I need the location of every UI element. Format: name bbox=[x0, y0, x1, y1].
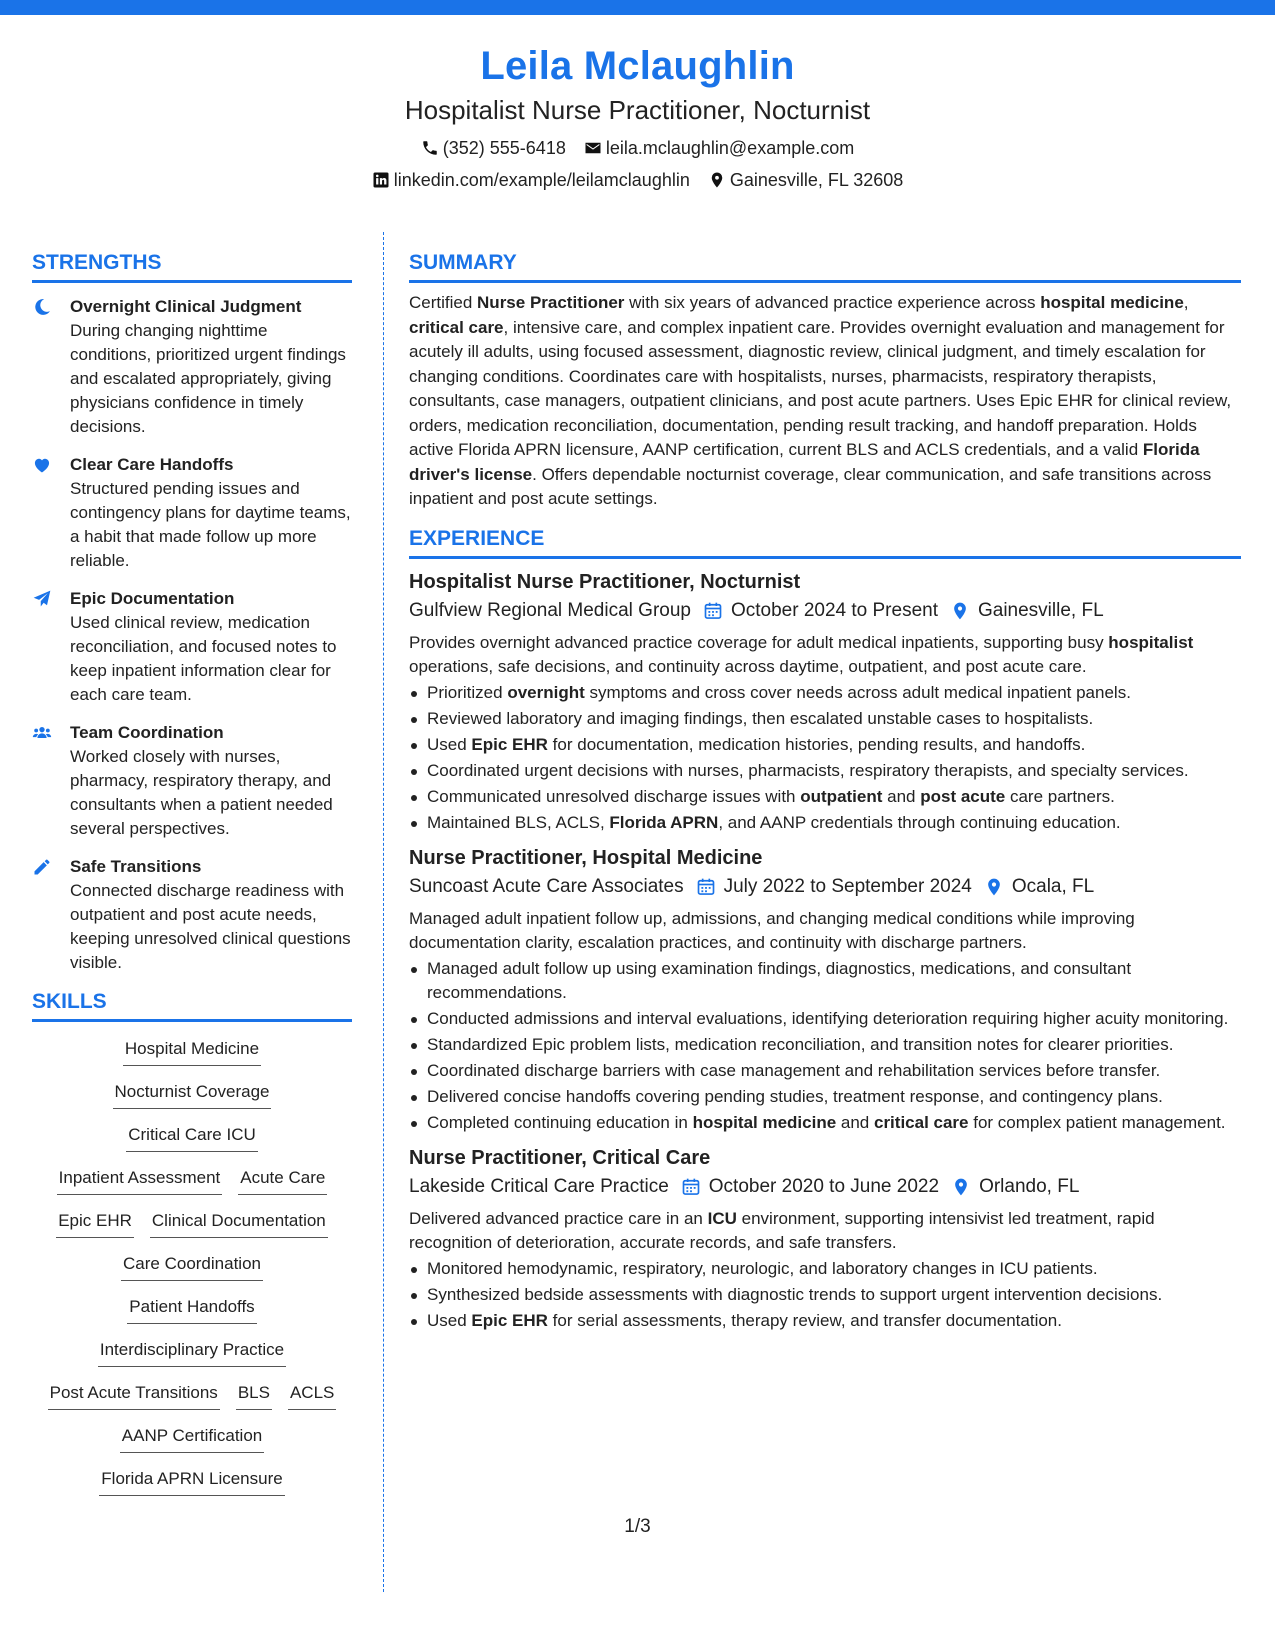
skill-row bbox=[32, 1124, 352, 1167]
skill-row bbox=[32, 1167, 352, 1210]
strength-title: Team Coordination bbox=[70, 723, 224, 742]
job-title: Nurse Practitioner, Critical Care bbox=[409, 1146, 711, 1169]
bold-text: post acute bbox=[920, 786, 1006, 806]
job-meta bbox=[409, 597, 1241, 625]
skill-tag: Inpatient Assessment bbox=[57, 1167, 223, 1195]
strength-desc: Worked closely with nurses, pharmacy, respiratory therapy, and consultants when a patient needed several perspectives. bbox=[70, 747, 333, 838]
contact-location bbox=[708, 168, 903, 192]
bullet-item: Used Epic EHR for documentation, medication histories, pending results, and handoffs. bbox=[409, 733, 1241, 757]
left-column bbox=[32, 250, 352, 1511]
skill-row bbox=[32, 1253, 352, 1296]
skill-row bbox=[32, 1468, 352, 1511]
bullet-item: Used Epic EHR for serial assessments, therapy review, and transfer documentation. bbox=[409, 1309, 1241, 1333]
bullet-item: Reviewed laboratory and imaging findings, then escalated unstable cases to hospitalists. bbox=[409, 707, 1241, 731]
skill-tag: BLS bbox=[236, 1382, 272, 1410]
column-divider bbox=[383, 232, 384, 1592]
bold-text: hospital medicine bbox=[1040, 293, 1184, 312]
bold-text: Epic EHR bbox=[471, 1310, 548, 1330]
pencil-icon bbox=[32, 857, 52, 877]
skill-tag: Care Coordination bbox=[121, 1253, 263, 1281]
strength-desc: Structured pending issues and contingency plans for daytime teams, a habit that made follow up more reliable. bbox=[70, 479, 351, 570]
map-pin-icon bbox=[984, 877, 1004, 897]
heart-icon bbox=[32, 455, 52, 475]
bullet-item: Managed adult follow up using examination findings, diagnostics, medications, and consultant recommendations. bbox=[409, 957, 1241, 1005]
skill-tag: Interdisciplinary Practice bbox=[98, 1339, 286, 1367]
job-dates: October 2020 to June 2022 bbox=[708, 1175, 940, 1197]
map-pin-icon bbox=[708, 171, 726, 189]
strengths-list bbox=[32, 295, 352, 975]
moon-icon bbox=[32, 297, 52, 317]
skill-tag: Critical Care ICU bbox=[126, 1124, 258, 1152]
strength-item bbox=[32, 453, 352, 573]
skill-tag: ACLS bbox=[288, 1382, 336, 1410]
bullet-item: Maintained BLS, ACLS, Florida APRN, and AANP credentials through continuing education. bbox=[409, 811, 1241, 835]
job-bullets bbox=[409, 957, 1241, 1135]
email-link[interactable]: leila.mclaughlin@example.com bbox=[605, 138, 855, 158]
skill-tag: Acute Care bbox=[238, 1167, 327, 1195]
right-column bbox=[409, 250, 1241, 1335]
experience-list bbox=[409, 569, 1241, 1333]
skill-tag: Florida APRN Licensure bbox=[99, 1468, 284, 1496]
job-dates: October 2024 to Present bbox=[730, 599, 938, 621]
bold-text: outpatient bbox=[800, 786, 883, 806]
job-description: Managed adult inpatient follow up, admissions, and changing medical conditions while improving documentation clarity, escalation practices, and continuity with discharge partners. bbox=[409, 908, 1135, 952]
skill-tag: AANP Certification bbox=[120, 1425, 264, 1453]
skill-row bbox=[32, 1339, 352, 1382]
job-dates: July 2022 to September 2024 bbox=[723, 875, 972, 897]
job-entry bbox=[409, 569, 1241, 835]
skills-heading: SKILLS bbox=[32, 989, 352, 1022]
strength-title: Epic Documentation bbox=[70, 589, 235, 608]
bold-text: Florida driver's license bbox=[409, 440, 1200, 484]
experience-heading: EXPERIENCE bbox=[409, 526, 1241, 559]
skill-row bbox=[32, 1210, 352, 1253]
bold-text: hospitalist bbox=[1108, 632, 1194, 652]
job-company: Suncoast Acute Care Associates bbox=[409, 875, 684, 897]
location-text: Gainesville, FL 32608 bbox=[729, 170, 904, 190]
bullet-item: Conducted admissions and interval evaluations, identifying deterioration requiring higher acuity monitoring. bbox=[409, 1007, 1241, 1031]
job-location: Orlando, FL bbox=[979, 1175, 1080, 1197]
strength-desc: During changing nighttime conditions, prioritized urgent findings and escalated appropriately, giving physicians confidence in timely decisions. bbox=[70, 321, 346, 436]
contact-row-1 bbox=[0, 136, 1275, 160]
bullet-item: Monitored hemodynamic, respiratory, neurologic, and laboratory changes in ICU patients. bbox=[409, 1257, 1241, 1281]
strength-item bbox=[32, 855, 352, 975]
job-title: Nurse Practitioner, Hospital Medicine bbox=[409, 846, 763, 869]
job-company: Lakeside Critical Care Practice bbox=[409, 1175, 669, 1197]
map-pin-icon bbox=[951, 1177, 971, 1197]
strength-title: Clear Care Handoffs bbox=[70, 455, 234, 474]
strength-title: Safe Transitions bbox=[70, 857, 202, 876]
strength-desc: Used clinical review, medication reconciliation, and focused notes to keep inpatient information clear for each care team. bbox=[70, 613, 337, 704]
bullet-item: Coordinated urgent decisions with nurses, pharmacists, respiratory therapists, and specialty services. bbox=[409, 759, 1241, 783]
calendar-icon bbox=[703, 601, 723, 621]
bold-text: hospital medicine bbox=[692, 1112, 837, 1132]
strength-item bbox=[32, 721, 352, 841]
job-description: Delivered advanced practice care in an ICU environment, supporting intensivist led treatment, rapid recognition of deterioration, accurate records, and safe transfers. bbox=[409, 1208, 1155, 1252]
summary-text: Certified Nurse Practitioner with six years of advanced practice experience across hospital medicine, critical care, intensive care, and complex inpatient care. Provides overnight evaluation and management for acutely ill adults, using focused assessment, diagnostic review, clinical judgment, and timely escalation for changing conditions. Coordinates care with hospitalists, nurses, pharmacists, respiratory therapists, consultants, case managers, outpatient clinicians, and post acute partners. Uses Epic EHR for clinical review, orders, medication reconciliation, documentation, pending result tracking, and handoff preparation. Holds active Florida APRN licensure, AANP certification, current BLS and ACLS credentials, and a valid Florida driver's license. Offers dependable nocturnist coverage, clear communication, and safe transitions across inpatient and post acute settings. bbox=[409, 293, 1232, 508]
envelope-icon bbox=[584, 139, 602, 157]
contact-email[interactable] bbox=[584, 136, 854, 160]
calendar-icon bbox=[696, 877, 716, 897]
bullet-item: Coordinated discharge barriers with case management and rehabilitation services before transfer. bbox=[409, 1059, 1241, 1083]
calendar-icon bbox=[681, 1177, 701, 1197]
phone-text: (352) 555-6418 bbox=[442, 138, 566, 158]
linkedin-link[interactable]: linkedin.com/example/leilamclaughlin bbox=[393, 170, 690, 190]
job-meta bbox=[409, 873, 1241, 901]
bullet-item: Synthesized bedside assessments with diagnostic trends to support urgent intervention decisions. bbox=[409, 1283, 1241, 1307]
contact-linkedin[interactable] bbox=[372, 168, 690, 192]
skill-row bbox=[32, 1382, 352, 1425]
job-entry bbox=[409, 845, 1241, 1135]
bold-text: Epic EHR bbox=[471, 734, 548, 754]
strength-desc: Connected discharge readiness with outpatient and post acute needs, keeping unresolved clinical questions visible. bbox=[70, 881, 351, 972]
bold-text: Nurse Practitioner bbox=[477, 293, 625, 312]
skill-tag: Clinical Documentation bbox=[150, 1210, 328, 1238]
linkedin-icon bbox=[372, 171, 390, 189]
job-description: Provides overnight advanced practice coverage for adult medical inpatients, supporting busy hospitalist operations, safe decisions, and continuity across daytime, outpatient, and post acute care. bbox=[409, 632, 1194, 676]
bullet-item: Delivered concise handoffs covering pending studies, treatment response, and contingency plans. bbox=[409, 1085, 1241, 1109]
strength-title: Overnight Clinical Judgment bbox=[70, 297, 302, 316]
job-company: Gulfview Regional Medical Group bbox=[409, 599, 691, 621]
job-bullets bbox=[409, 1257, 1241, 1333]
skill-tag: Hospital Medicine bbox=[123, 1038, 261, 1066]
skills-list bbox=[32, 1038, 352, 1511]
bullet-item: Prioritized overnight symptoms and cross cover needs across adult medical inpatient panels. bbox=[409, 681, 1241, 705]
strength-item bbox=[32, 295, 352, 439]
skill-row bbox=[32, 1038, 352, 1081]
phone-icon bbox=[421, 139, 439, 157]
skill-row bbox=[32, 1425, 352, 1468]
bullet-item: Standardized Epic problem lists, medication reconciliation, and transition notes for clearer priorities. bbox=[409, 1033, 1241, 1057]
job-location: Ocala, FL bbox=[1011, 875, 1095, 897]
strengths-heading: STRENGTHS bbox=[32, 250, 352, 283]
paper-plane-icon bbox=[32, 589, 52, 609]
bullet-item: Completed continuing education in hospital medicine and critical care for complex patient management. bbox=[409, 1111, 1241, 1135]
strength-item bbox=[32, 587, 352, 707]
bold-text: ICU bbox=[707, 1208, 737, 1228]
job-location: Gainesville, FL bbox=[977, 599, 1104, 621]
resume-header bbox=[0, 40, 1275, 192]
page-number: 1/3 bbox=[624, 1516, 651, 1537]
bold-text: critical care bbox=[409, 317, 504, 337]
skill-tag: Nocturnist Coverage bbox=[113, 1081, 272, 1109]
skill-tag: Epic EHR bbox=[56, 1210, 134, 1238]
map-pin-icon bbox=[950, 601, 970, 621]
bold-text: critical care bbox=[873, 1112, 969, 1132]
bullet-item: Communicated unresolved discharge issues with outpatient and post acute care partners. bbox=[409, 785, 1241, 809]
job-meta bbox=[409, 1173, 1241, 1201]
job-bullets bbox=[409, 681, 1241, 835]
job-entry bbox=[409, 1145, 1241, 1333]
candidate-title: Hospitalist Nurse Practitioner, Nocturnist bbox=[404, 95, 871, 125]
skill-tag: Post Acute Transitions bbox=[48, 1382, 220, 1410]
skill-row bbox=[32, 1296, 352, 1339]
users-icon bbox=[32, 723, 52, 743]
top-accent-bar bbox=[0, 0, 1275, 15]
skill-tag: Patient Handoffs bbox=[127, 1296, 256, 1324]
bold-text: overnight bbox=[507, 682, 585, 702]
contact-row-2 bbox=[0, 168, 1275, 192]
skill-row bbox=[32, 1081, 352, 1124]
bold-text: Florida APRN bbox=[609, 812, 719, 832]
job-title: Hospitalist Nurse Practitioner, Nocturnist bbox=[409, 570, 801, 593]
contact-phone bbox=[421, 136, 566, 160]
summary-heading: SUMMARY bbox=[409, 250, 1241, 283]
candidate-name: Leila Mclaughlin bbox=[480, 44, 795, 88]
